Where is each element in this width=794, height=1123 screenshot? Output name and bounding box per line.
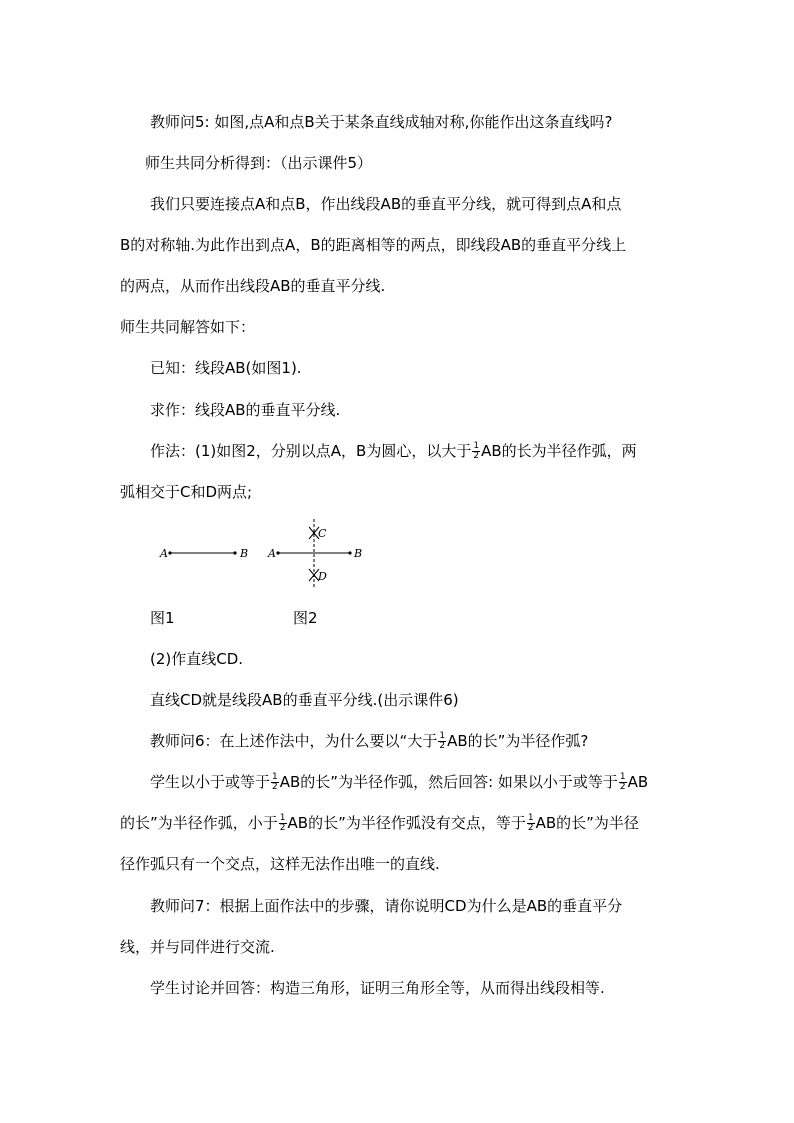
figure-2-label-b: B — [354, 547, 363, 560]
fraction-denominator: 2 — [279, 823, 286, 833]
fraction-numerator: 1 — [619, 772, 626, 782]
paragraph-analysis-line-3: 的两点，从而作出线段AB的垂直平分线. — [120, 277, 386, 295]
paragraph-given: 已知：线段AB(如图1). — [150, 359, 302, 377]
figure-1-label-b: B — [240, 547, 249, 560]
fraction-half — [619, 773, 627, 792]
q6-text-after: AB的长”为半径作弧? — [447, 732, 589, 750]
answer-text-2: AB的长”为半径作弧，然后回答: 如果以小于或等于 — [279, 773, 618, 791]
fraction-numerator: 1 — [279, 813, 286, 823]
fraction-half — [279, 814, 287, 833]
paragraph-student-answer-line-1 — [150, 772, 648, 792]
answer-text-1: 学生以小于或等于 — [150, 773, 271, 791]
fraction-denominator: 2 — [439, 741, 446, 751]
answer-text-5: AB的长”为半径作弧没有交点，等于 — [287, 814, 526, 832]
fraction-denominator: 2 — [527, 823, 534, 833]
paragraph-teacher-question-7-line-1: 教师问7：根据上面作法中的步骤，请你说明CD为什么是AB的垂直平分 — [150, 897, 623, 915]
paragraph-construct: 求作：线段AB的垂直平分线. — [150, 401, 341, 419]
figure-2-label-a: A — [268, 547, 276, 560]
figure-2-label-c: C — [318, 527, 327, 540]
method-text-before: 作法：(1)如图2，分别以点A，B为圆心，以大于 — [150, 442, 472, 460]
paragraph-method-step-2: (2)作直线CD. — [150, 650, 244, 668]
method-text-after: AB的长为半径作弧，两 — [481, 442, 637, 460]
paragraph-student-discussion: 学生讨论并回答：构造三角形，证明三角形全等，从而得出线段相等. — [150, 979, 605, 997]
q6-text-before: 教师问6：在上述作法中，为什么要以“大于 — [150, 732, 438, 750]
paragraph-teacher-question-5: 教师问5: 如图,点A和点B关于某条直线成轴对称,你能作出这条直线吗? — [150, 113, 613, 131]
fraction-half — [472, 442, 480, 461]
answer-text-6: AB的长”为半径 — [535, 814, 639, 832]
paragraph-method-step-1 — [150, 441, 637, 461]
figure-1-caption: 图1 — [150, 609, 175, 627]
fraction-numerator: 1 — [439, 731, 446, 741]
fraction-denominator: 2 — [619, 782, 626, 792]
figure-2-label-d: D — [318, 570, 327, 583]
paragraph-joint-analysis: 师生共同分析得到：（出示课件5） — [145, 154, 373, 172]
paragraph-teacher-question-6 — [150, 731, 588, 751]
fraction-numerator: 1 — [272, 772, 278, 782]
paragraph-teacher-question-7-line-2: 线，并与同伴进行交流. — [120, 938, 275, 956]
fraction-denominator: 2 — [473, 451, 480, 461]
fraction-denominator: 2 — [272, 782, 278, 792]
paragraph-analysis-line-1: 我们只要连接点A和点B，作出线段AB的垂直平分线，就可得到点A和点 — [150, 195, 622, 213]
fraction-numerator: 1 — [527, 813, 534, 823]
paragraph-student-answer-line-2 — [120, 813, 639, 833]
fraction-half — [438, 732, 446, 751]
paragraph-method-step-1-cont: 弧相交于C和D两点; — [120, 483, 253, 501]
fraction-half — [271, 773, 279, 792]
figure-2-caption: 图2 — [293, 609, 318, 627]
paragraph-student-answer-line-3: 径作弧只有一个交点，这样无法作出唯一的直线. — [120, 855, 440, 873]
paragraph-joint-solution: 师生共同解答如下： — [120, 318, 256, 336]
fraction-numerator: 1 — [473, 441, 480, 451]
figure-2-construction — [267, 519, 362, 587]
answer-text-3: AB — [627, 773, 649, 791]
answer-text-4: 的长”为半径作弧，小于 — [120, 814, 278, 832]
figure-1-segment-ab — [159, 547, 248, 560]
fraction-half — [527, 814, 535, 833]
figure-1-label-a: A — [160, 547, 168, 560]
construction-figures — [150, 515, 380, 595]
paragraph-conclusion: 直线CD就是线段AB的垂直平分线.(出示课件6) — [150, 691, 459, 709]
paragraph-analysis-line-2: B的对称轴.为此作出到点A，B的距离相等的两点，即线段AB的垂直平分线上 — [120, 236, 627, 254]
